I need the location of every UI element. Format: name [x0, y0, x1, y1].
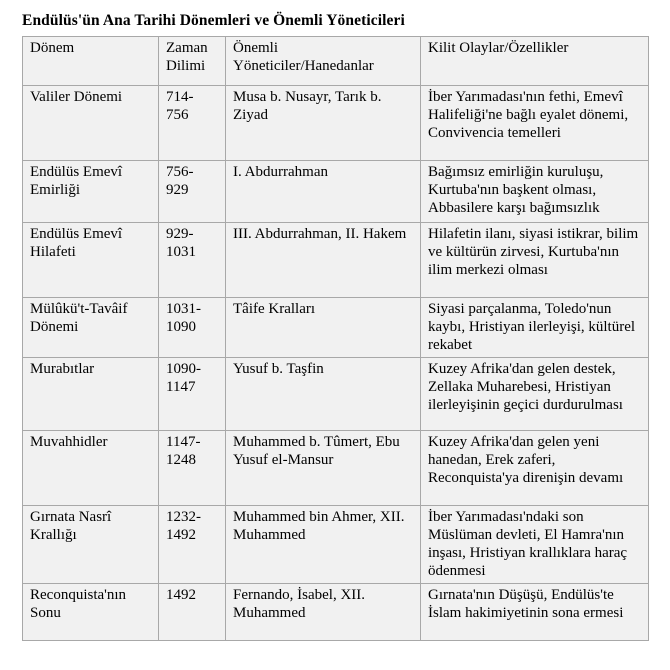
table-row: [23, 223, 649, 298]
cell-events: İber Yarımadası'nın fethi, Emevî Halifeliği'ne bağlı eyalet dönemi, Convivencia temelleri: [421, 86, 649, 161]
cell-period: Valiler Dönemi: [23, 86, 159, 161]
cell-rulers: Musa b. Nusayr, Tarık b. Ziyad: [226, 86, 421, 161]
table-row: [23, 584, 649, 641]
cell-rulers: Fernando, İsabel, XII. Muhammed: [226, 584, 421, 641]
table-row: [23, 161, 649, 223]
header-time: Zaman Dilimi: [159, 37, 226, 86]
cell-rulers: Tâife Kralları: [226, 298, 421, 358]
cell-events: Gırnata'nın Düşüşü, Endülüs'te İslam hakimiyetinin sona ermesi: [421, 584, 649, 641]
header-period: Dönem: [23, 37, 159, 86]
table-header-row: [23, 37, 649, 86]
table-row: [23, 431, 649, 506]
cell-period: Muvahhidler: [23, 431, 159, 506]
cell-period: Gırnata Nasrî Krallığı: [23, 506, 159, 584]
cell-time: 1090-1147: [159, 358, 226, 431]
cell-events: Kuzey Afrika'dan gelen destek, Zellaka Muharebesi, Hristiyan ilerleyişinin geçici durdurulması: [421, 358, 649, 431]
cell-rulers: I. Abdurrahman: [226, 161, 421, 223]
cell-rulers: Yusuf b. Taşfin: [226, 358, 421, 431]
cell-rulers: Muhammed bin Ahmer, XII. Muhammed: [226, 506, 421, 584]
cell-events: Bağımsız emirliğin kuruluşu, Kurtuba'nın başkent olması, Abbasilere karşı bağımsızlık: [421, 161, 649, 223]
cell-time: 929-1031: [159, 223, 226, 298]
cell-time: 1232-1492: [159, 506, 226, 584]
cell-time: 756-929: [159, 161, 226, 223]
cell-period: Murabıtlar: [23, 358, 159, 431]
cell-time: 714-756: [159, 86, 226, 161]
header-events: Kilit Olaylar/Özellikler: [421, 37, 649, 86]
cell-events: Hilafetin ilanı, siyasi istikrar, bilim ve kültürün zirvesi, Kurtuba'nın ilim merkezi olması: [421, 223, 649, 298]
table-row: [23, 298, 649, 358]
table-row: [23, 358, 649, 431]
cell-rulers: III. Abdurrahman, II. Hakem: [226, 223, 421, 298]
cell-period: Mülûkü't-Tavâif Dönemi: [23, 298, 159, 358]
cell-events: Kuzey Afrika'dan gelen yeni hanedan, Erek zaferi, Reconquista'ya direnişin devamı: [421, 431, 649, 506]
cell-events: Siyasi parçalanma, Toledo'nun kaybı, Hristiyan ilerleyişi, kültürel rekabet: [421, 298, 649, 358]
cell-period: Endülüs Emevî Emirliği: [23, 161, 159, 223]
cell-time: 1147-1248: [159, 431, 226, 506]
cell-rulers: Muhammed b. Tûmert, Ebu Yusuf el-Mansur: [226, 431, 421, 506]
header-rulers: Önemli Yöneticiler/Hanedanlar: [226, 37, 421, 86]
cell-time: 1492: [159, 584, 226, 641]
cell-period: Endülüs Emevî Hilafeti: [23, 223, 159, 298]
history-table: [22, 36, 649, 641]
table-row: [23, 506, 649, 584]
table-row: [23, 86, 649, 161]
cell-period: Reconquista'nın Sonu: [23, 584, 159, 641]
page-title: Endülüs'ün Ana Tarihi Dönemleri ve Önemli Yöneticileri: [22, 12, 405, 29]
cell-time: 1031-1090: [159, 298, 226, 358]
cell-events: İber Yarımadası'ndaki son Müslüman devleti, El Hamra'nın inşası, Hristiyan krallıklara haraç ödenmesi: [421, 506, 649, 584]
